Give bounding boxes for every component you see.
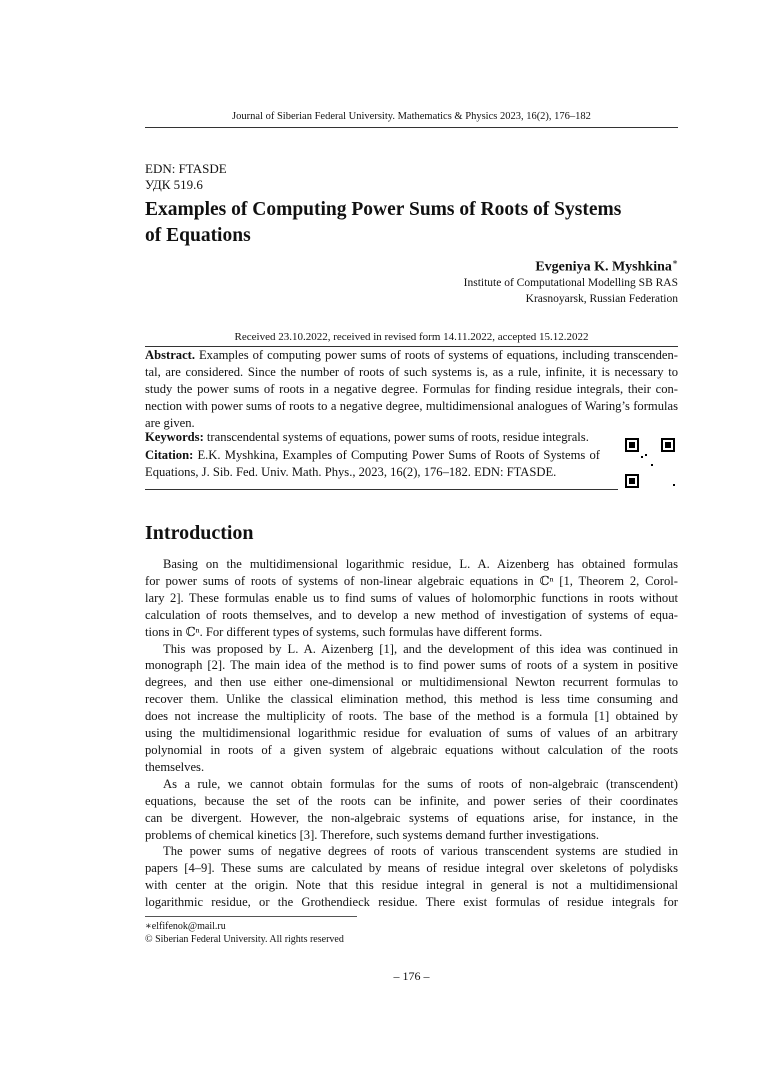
paragraph-line: themselves. <box>145 759 205 774</box>
paragraph-line: calculation of roots themselves, and to develop a new method of investigation of systems of equa- <box>145 607 678 622</box>
abstract-line: are given. <box>145 415 195 430</box>
footnote-copyright: © Siberian Federal University. All rights reserved <box>145 934 344 945</box>
abstract-line: study the power sums of roots in a negative degree. Formulas for finding residue integrals, their con- <box>145 381 678 396</box>
keywords <box>145 429 615 446</box>
paragraph-line: papers [4–9]. These sums are calculated by means of residue integral over skeletons of polydisks <box>145 861 678 876</box>
title-line: Examples of Computing Power Sums of Roots of Systems <box>145 199 622 220</box>
paragraph-line: for power sums of roots of systems of non-linear algebraic equations in ℂⁿ [1, Theorem 2, Corol- <box>145 573 678 588</box>
paragraph-line: tions in ℂⁿ. For different types of systems, such formulas have different forms. <box>145 624 543 639</box>
paragraph-line: monograph [2]. The main idea of the method is to find power sums of roots of a system in positive <box>145 658 678 673</box>
keywords-label: Keywords: <box>145 430 204 444</box>
abstract-line: tal, are considered. Since the number of roots of such systems is, as a rule, infinite, it is necessary to <box>145 364 678 379</box>
affiliation-location: Krasnoyarsk, Russian Federation <box>525 293 678 305</box>
paragraph-line: using the multidimensional logarithmic residue for evaluation of sums of values of an arbitrary <box>145 726 678 741</box>
paragraph-line: degrees, and then use either one-dimensional or multidimensional Newton recurrent formulas to <box>145 675 678 690</box>
paragraph-line: polynomial in roots of a given system of algebraic equations without calculation of the roots <box>145 742 678 757</box>
paragraph-line: does not increase the multiplicity of roots. The base of the method is a formula [1] obtained by <box>145 709 678 724</box>
paragraph-line: with center at the origin. Note that this residue integral in general is not a multidimensional <box>145 878 678 893</box>
body-text <box>145 556 678 911</box>
paragraph-line: The power sums of negative degrees of roots of various transcendent systems are studied in <box>163 844 678 859</box>
citation-line: E.K. Myshkina, Examples of Computing Power Sums of Roots of Systems of <box>193 448 600 462</box>
citation-rule <box>145 489 618 490</box>
running-header: Journal of Siberian Federal University. Mathematics & Physics 2023, 16(2), 176–182 <box>232 111 591 122</box>
footnote-rule <box>145 916 357 917</box>
paper-title <box>145 197 621 249</box>
citation <box>145 447 600 481</box>
paragraph-line: equations, because the set of the roots can be infinite, and power series of their coordinates <box>145 793 678 808</box>
udk: УДК 519.6 <box>145 177 203 192</box>
abstract <box>145 347 678 432</box>
affiliation-institute: Institute of Computational Modelling SB RAS <box>463 277 678 289</box>
section-heading: Introduction <box>145 522 254 544</box>
received-dates: Received 23.10.2022, received in revised form 14.11.2022, accepted 15.12.2022 <box>234 331 589 343</box>
abstract-line: Examples of computing power sums of roots of systems of equations, including transcenden- <box>195 348 678 362</box>
paragraph-line: recover them. Unlike the classical elimination method, this method is less time consuming and <box>145 692 678 707</box>
keywords-text: transcendental systems of equations, power sums of roots, residue integrals. <box>203 430 589 444</box>
footnote-email: ∗elfifenok@mail.ru <box>145 921 226 932</box>
paragraph-line: This was proposed by L. A. Aizenberg [1], and the development of this idea was continued in <box>163 641 678 656</box>
paragraph-line: lary 2]. These formulas enable us to find sums of values of holomorphic functions in roots without <box>145 590 678 605</box>
citation-line: Equations, J. Sib. Fed. Univ. Math. Phys., 2023, 16(2), 176–182. EDN: FTASDE. <box>145 464 557 479</box>
author-name: Evgeniya K. Myshkina <box>535 259 672 275</box>
paragraph-line: problems of chemical kinetics [3]. Therefore, such systems demand further investigations. <box>145 827 600 842</box>
author-footnote-mark: ∗ <box>671 257 678 267</box>
qr-code-icon <box>625 438 675 488</box>
abstract-label: Abstract. <box>145 348 196 362</box>
page-number: – 176 – <box>393 969 430 983</box>
header-rule <box>145 127 678 128</box>
edn: EDN: FTASDE <box>145 161 227 176</box>
paragraph-line: Basing on the multidimensional logarithmic residue, L. A. Aizenberg has obtained formulas <box>163 557 678 571</box>
title-line: of Equations <box>145 225 251 246</box>
author <box>535 257 678 276</box>
citation-label: Citation: <box>145 448 194 462</box>
abstract-line: nection with power sums of roots to a negative degree, multidimensional analogues of Waring’s formulas <box>145 398 678 413</box>
paragraph-line: As a rule, we cannot obtain formulas for the sums of roots of non-algebraic (transcendent) <box>163 776 678 791</box>
paragraph-line: logarithmic residue, or the Grothendieck residue. There exist formulas of residue integrals for <box>145 895 678 910</box>
paragraph-line: can be divergent. However, the non-algebraic systems of equations arise, for instance, in the <box>145 810 678 825</box>
